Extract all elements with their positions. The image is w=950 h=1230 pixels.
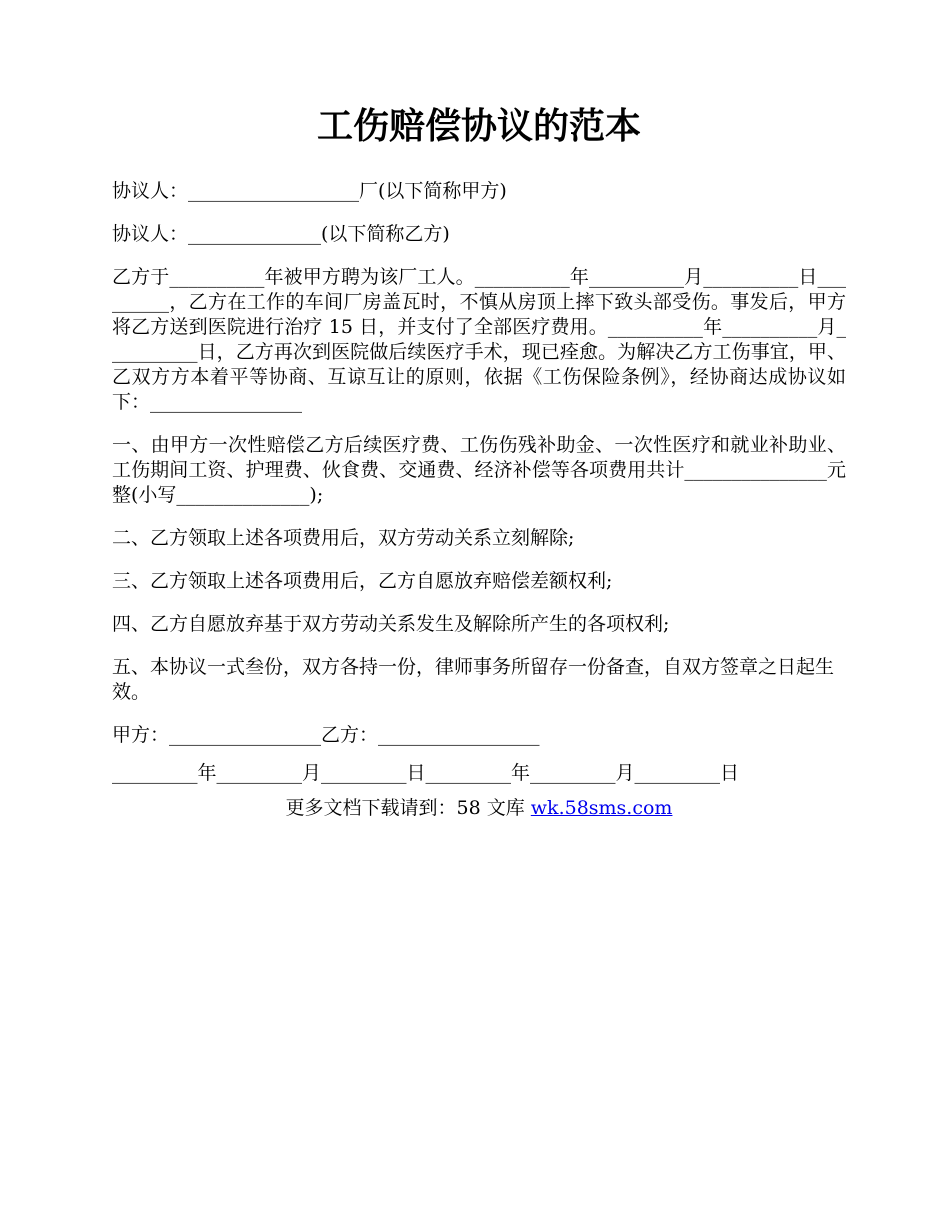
clause-2: 二、乙方领取上述各项费用后，双方劳动关系立刻解除;: [112, 527, 575, 549]
footer-note: [112, 796, 846, 821]
clause-3: 三、乙方领取上述各项费用后，乙方自愿放弃赔偿差额权利;: [112, 570, 613, 592]
clause-4: 四、乙方自愿放弃基于双方劳动关系发生及解除所产生的各项权利;: [112, 613, 670, 635]
footer-link[interactable]: wk.58sms.com: [530, 797, 673, 819]
party-a-line: 协议人：__________________厂(以下简称甲方): [112, 180, 507, 202]
clause-1: 一、由甲方一次性赔偿乙方后续医疗费、工伤伤残补助金、一次性医疗和就业补助业、工伤期间工资、护理费、伙食费、交通费、经济补偿等各项费用共计_______________元整(小写______________);: [112, 434, 846, 506]
clause-5: 五、本协议一式叁份，双方各持一份，律师事务所留存一份备查，自双方签章之日起生效。: [112, 656, 835, 703]
signature-date-line: _________年_________月_________日_________年_________月_________日: [112, 762, 740, 784]
party-b-line: 协议人：______________(以下简称乙方): [112, 223, 450, 245]
document-title: 工伤赔偿协议的范本: [316, 105, 641, 147]
signature-line: 甲方：________________乙方：_________________: [112, 724, 540, 746]
footer-note-text: 更多文档下载请到：58 文库: [285, 797, 531, 819]
preamble-paragraph: 乙方于__________年被甲方聘为该厂工人。__________年__________月__________日_________，乙方在工作的车间厂房盖瓦时，不慎从房顶上摔下致头部受伤。事发后，甲方将乙方送到医院进行治疗 15 日，并支付了全部医疗费用。__________年__________月__________日，乙方再次到医院做后续医疗手术，现已痊愈。为解决乙方工伤事宜，甲、乙双方方本着平等协商、互谅互让的原则，依据《工伤保险条例》，经协商达成协议如下：________________: [112, 266, 846, 413]
